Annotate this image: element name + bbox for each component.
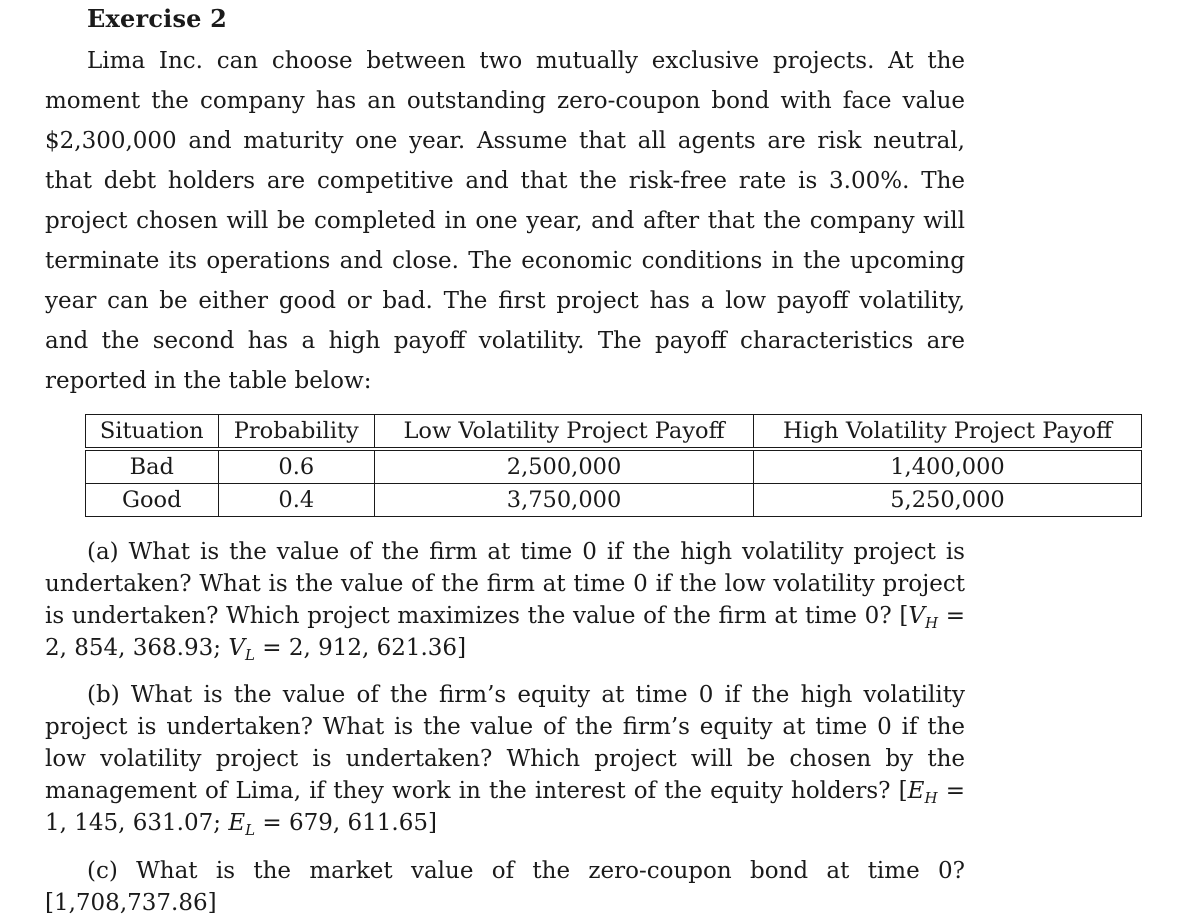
header-probability: Probability [218, 415, 375, 450]
cell-situation: Good [86, 484, 219, 517]
cell-low-payoff: 2,500,000 [375, 449, 754, 484]
cell-low-payoff: 3,750,000 [375, 484, 754, 517]
cell-high-payoff: 1,400,000 [753, 449, 1141, 484]
table-row [86, 484, 1142, 517]
intro-text: Lima Inc. can choose between two mutually exclusive projects. At the moment the company has an outstanding zero-coupon bond with face value $2,300,000 and maturity one year. Assume that all agents are risk neutral, that debt holders are competitive and that the risk-free rate is 3.00%. The project chosen will be completed in one year, and after that the company will terminate its operations and close. The economic conditions in the upcoming year can be either good or bad. The first project has a low payoff volatility, and the second has a high payoff volatility. The payoff characteristics are reported in the table below: [45, 48, 965, 394]
question-a [45, 536, 965, 664]
question-a-answer: [$V_H = 2$, 854, 368.93; $V_L = 2$, 912, 621.36] [45, 603, 965, 664]
intro-paragraph [45, 41, 965, 401]
question-c-text: (c) What is the market value of the zero-coupon bond at time 0? [87, 858, 965, 884]
question-c [45, 855, 965, 919]
exercise-heading: Exercise 2 [87, 4, 228, 33]
cell-high-payoff: 5,250,000 [753, 484, 1141, 517]
cell-probability: 0.4 [218, 484, 375, 517]
cell-situation: Bad [86, 449, 219, 484]
question-b-answer: [$E_H = 1$, 145, 631.07; $E_L = 679$, 611.65] [45, 778, 965, 839]
cell-probability: 0.6 [218, 449, 375, 484]
question-b [45, 679, 965, 839]
question-c-answer: [1,708,737.86] [45, 890, 217, 916]
question-a-text: (a) What is the value of the firm at time 0 if the high volatility project is undertaken? What is the value of the firm at time 0 if the low volatility project is undertaken? Which project maximizes the value of the firm at time 0? [45, 539, 965, 629]
payoff-table [85, 414, 1142, 517]
header-low-volatility: Low Volatility Project Payoff [375, 415, 754, 450]
header-high-volatility: High Volatility Project Payoff [753, 415, 1141, 450]
header-situation: Situation [86, 415, 219, 450]
question-b-text: (b) What is the value of the firm’s equity at time 0 if the high volatility project is undertaken? What is the value of the firm’s equity at time 0 if the low volatility project is undertaken? Which project will be chosen by the management of Lima, if they work in the interest of the equity holders? [45, 682, 965, 804]
table-header-row [86, 415, 1142, 450]
table-row [86, 449, 1142, 484]
